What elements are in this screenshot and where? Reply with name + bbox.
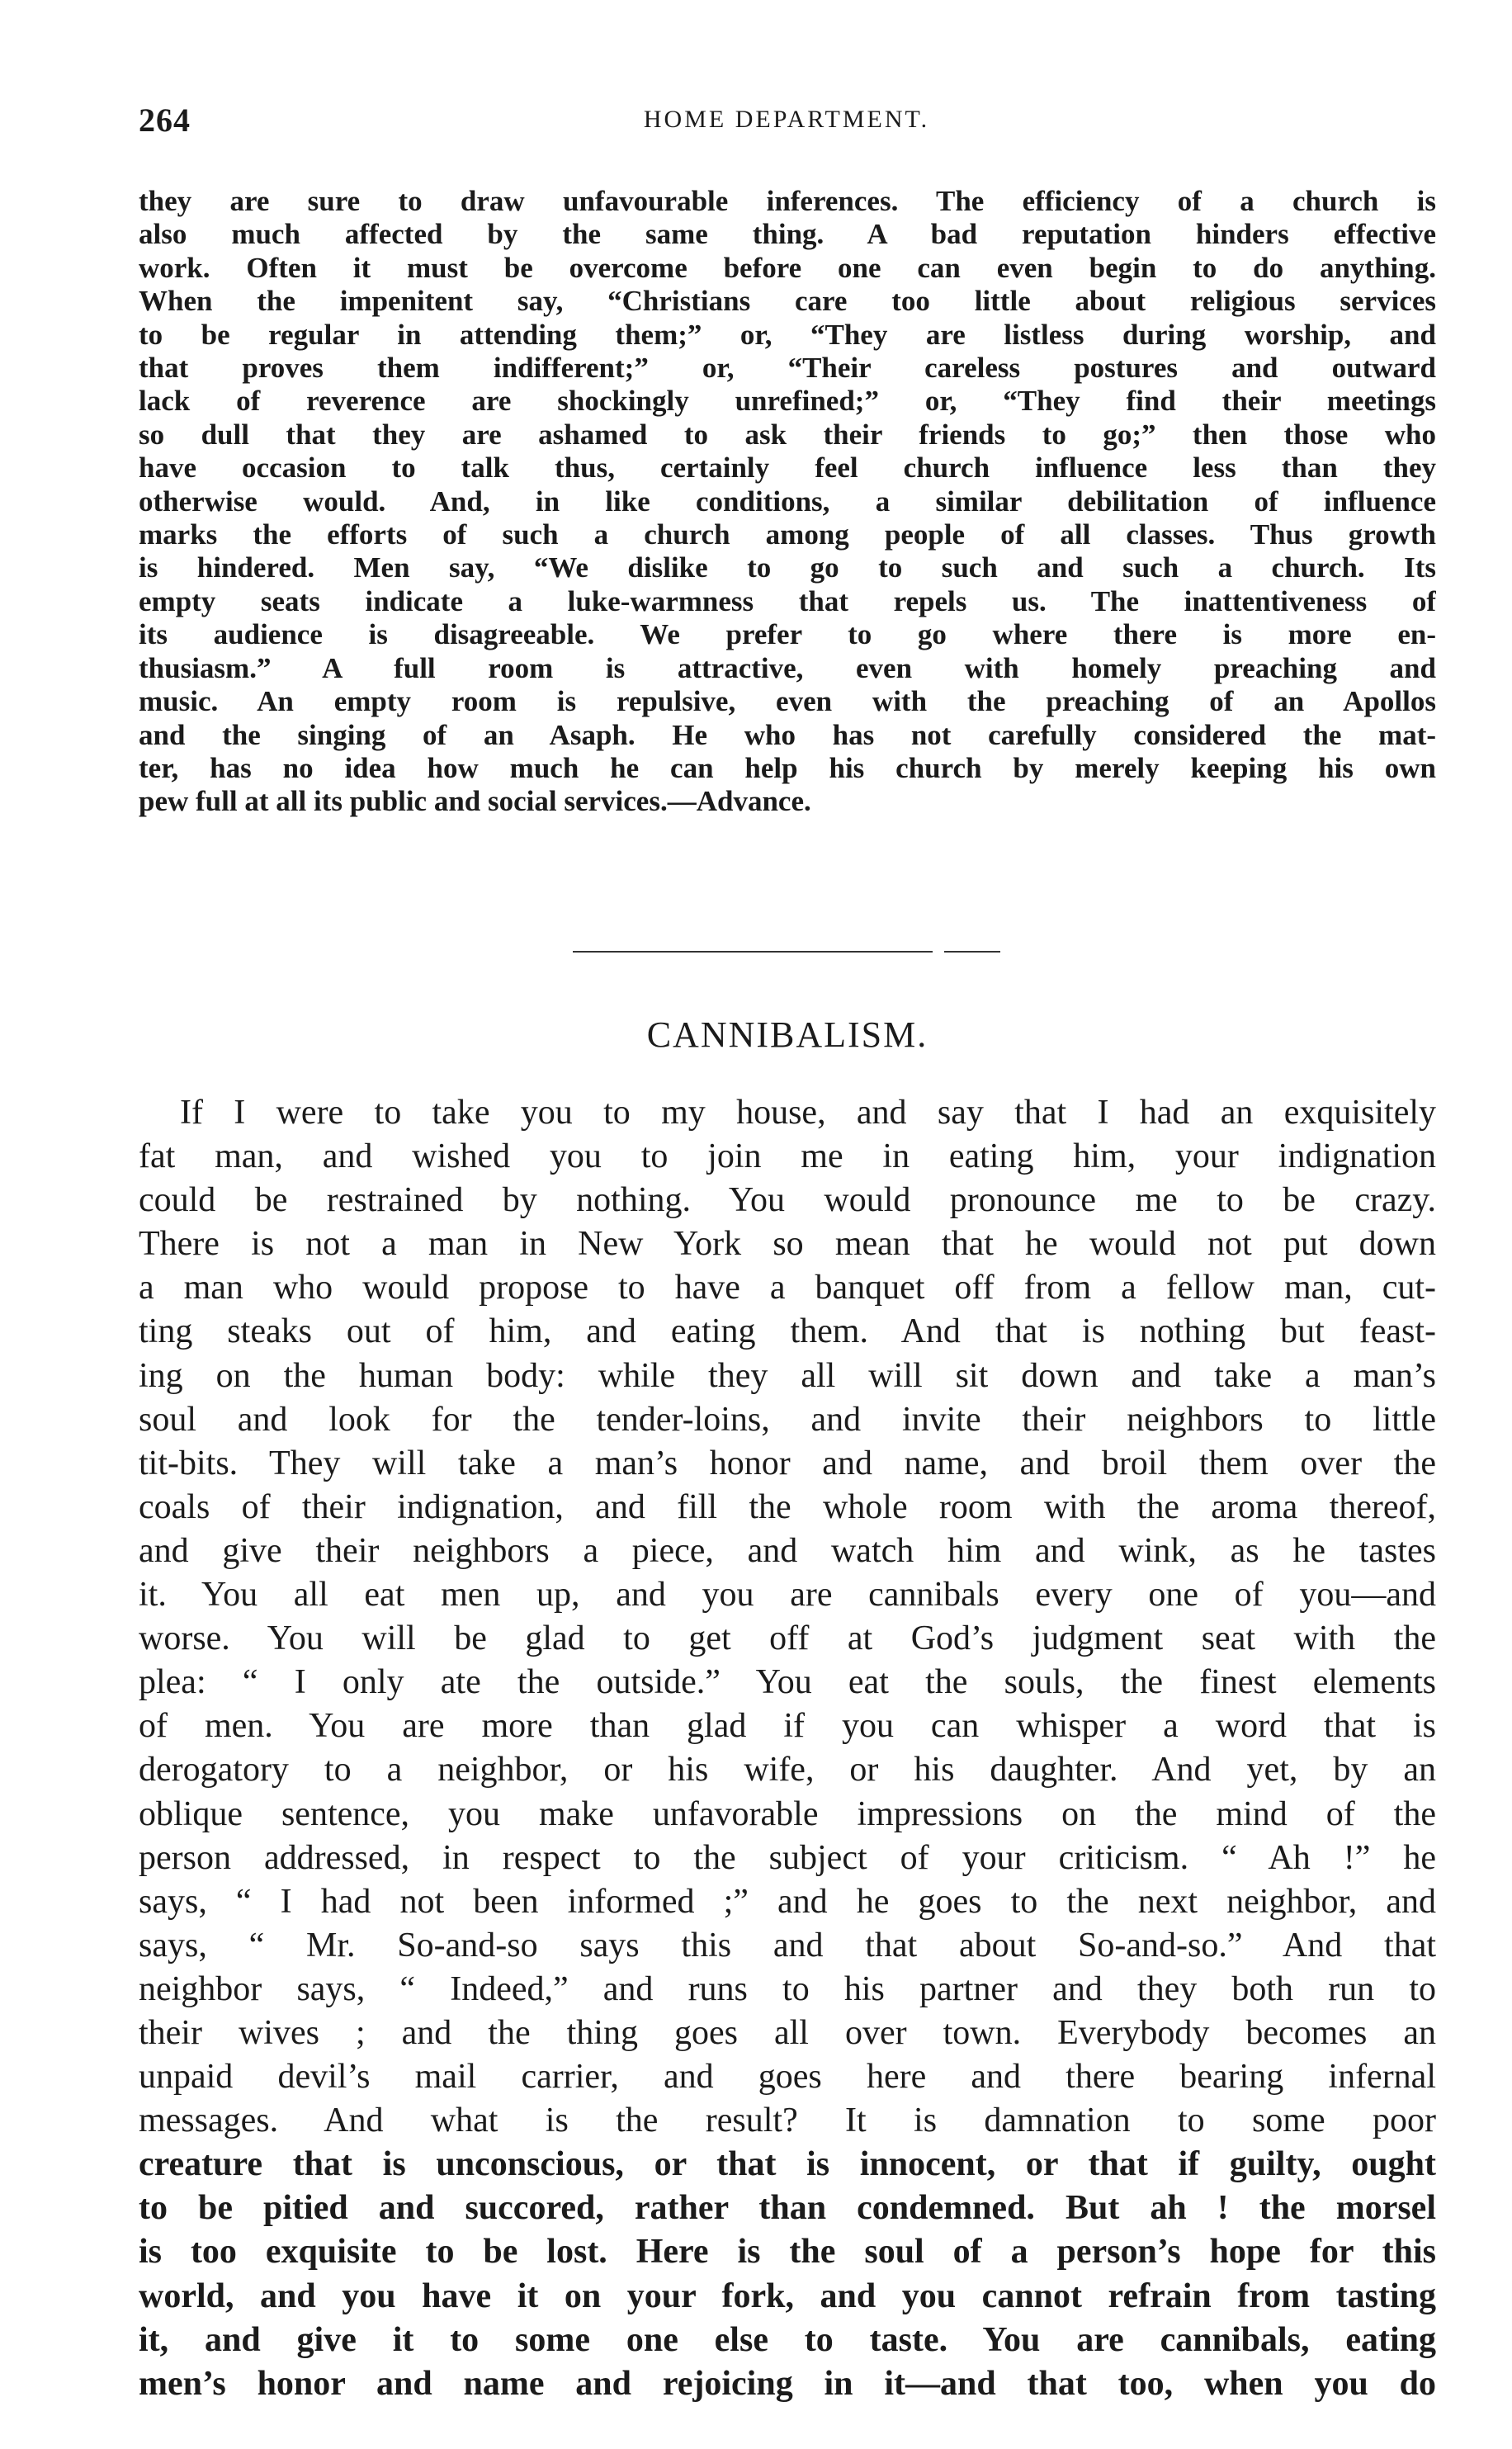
text-line: it. You all eat men up, and you are cannibals every one of you—and xyxy=(139,1576,1436,1615)
text-line: ter, has no idea how much he can help his church by merely keeping his own xyxy=(139,751,1436,784)
text-line: says, “ I had not been informed ;” and he goes to the next neighbor, and xyxy=(139,1882,1436,1921)
text-line: their wives ; and the thing goes all over town. Everybody becomes an xyxy=(139,2013,1436,2052)
text-line: oblique sentence, you make unfavorable impressions on the mind of the xyxy=(139,1794,1436,1833)
text-line: worse. You will be glad to get off at God’s judgment seat with the xyxy=(139,1619,1436,1658)
text-line: creature that is unconscious, or that is innocent, or that if guilty, ought xyxy=(139,2145,1436,2184)
text-line: There is not a man in New York so mean that he would not put down xyxy=(139,1225,1436,1264)
page-number: 264 xyxy=(139,102,191,139)
text-line: could be restrained by nothing. You would pronounce me to be crazy. xyxy=(139,1181,1436,1220)
text-line: person addressed, in respect to the subject of your criticism. “ Ah !” he xyxy=(139,1838,1436,1877)
text-line: coals of their indignation, and fill the whole room with the aroma thereof, xyxy=(139,1487,1436,1526)
text-line: is hindered. Men say, “We dislike to go to such and such a church. Its xyxy=(139,551,1436,584)
divider-gap xyxy=(933,948,944,956)
text-line: soul and look for the tender-loins, and invite their neighbors to little xyxy=(139,1400,1436,1439)
text-line: messages. And what is the result? It is damnation to some poor xyxy=(139,2102,1436,2140)
text-line: lack of reverence are shockingly unrefined;” or, “They find their meetings xyxy=(139,385,1436,418)
text-line: also much affected by the same thing. A bad reputation hinders effective xyxy=(139,218,1436,251)
text-line: fat man, and wished you to join me in eating him, your indignation xyxy=(139,1137,1436,1176)
text-line: music. An empty room is repulsive, even with the preaching of an Apollos xyxy=(139,685,1436,718)
text-line: to be pitied and succored, rather than condemned. But ah ! the morsel xyxy=(139,2189,1436,2228)
text-line: tit-bits. They will take a man’s honor and name, and broil them over the xyxy=(139,1444,1436,1482)
article-body xyxy=(139,1091,1436,2406)
text-line: If I were to take you to my house, and say that I had an exquisitely xyxy=(180,1094,1436,1132)
previous-article-text xyxy=(139,185,1436,819)
text-line: ing on the human body: while they all will sit down and take a man’s xyxy=(139,1356,1436,1395)
text-line: When the impenitent say, “Christians care too little about religious services xyxy=(139,285,1436,318)
text-line: to be regular in attending them;” or, “They are listless during worship, and xyxy=(139,318,1436,351)
text-line: that proves them indifferent;” or, “Their careless postures and outward xyxy=(139,352,1436,385)
text-line: is too exquisite to be lost. Here is the soul of a person’s hope for this xyxy=(139,2233,1436,2272)
text-line: they are sure to draw unfavourable inferences. The efficiency of a church is xyxy=(139,185,1436,217)
text-line: neighbor says, “ Indeed,” and runs to his partner and they both run to xyxy=(139,1969,1436,2008)
text-line: thusiasm.” A full room is attractive, even with homely preaching and xyxy=(139,651,1436,684)
article-title: CANNIBALISM. xyxy=(646,1014,928,1055)
text-line: pew full at all its public and social services.—Advance. xyxy=(139,785,811,818)
text-line: otherwise would. And, in like conditions, a similar debilitation of influence xyxy=(139,485,1436,518)
text-line: its audience is disagreeable. We prefer to go where there is more en- xyxy=(139,618,1436,651)
text-line: men’s honor and name and rejoicing in it—and that too, when you do xyxy=(139,2364,1436,2403)
text-line: world, and you have it on your fork, and you cannot refrain from tasting xyxy=(139,2276,1436,2315)
text-line: of men. You are more than glad if you can whisper a word that is xyxy=(139,1707,1436,1746)
text-line: empty seats indicate a luke-warmness that repels us. The inattentiveness of xyxy=(139,584,1436,617)
text-line: work. Often it must be overcome before one can even begin to do anything. xyxy=(139,251,1436,284)
text-line: so dull that they are ashamed to ask their friends to go;” then those who xyxy=(139,418,1436,451)
text-line: and the singing of an Asaph. He who has not carefully considered the mat- xyxy=(139,718,1436,751)
text-line: unpaid devil’s mail carrier, and goes here and there bearing infernal xyxy=(139,2058,1436,2097)
text-line: says, “ Mr. So-and-so says this and that about So-and-so.” And that xyxy=(139,1926,1436,1964)
text-line: have occasion to talk thus, certainly feel church influence less than they xyxy=(139,452,1436,485)
running-title: HOME DEPARTMENT. xyxy=(643,106,930,133)
text-line: ting steaks out of him, and eating them. And that is nothing but feast- xyxy=(139,1312,1436,1351)
text-line: derogatory to a neighbor, or his wife, or his daughter. And yet, by an xyxy=(139,1751,1436,1789)
text-line: it, and give it to some one else to taste. You are cannibals, eating xyxy=(139,2320,1436,2359)
running-head xyxy=(139,101,1434,142)
text-line: and give their neighbors a piece, and watch him and wink, as he tastes xyxy=(139,1531,1436,1570)
text-line: a man who would propose to have a banquet off from a fellow man, cut- xyxy=(139,1269,1436,1307)
text-line: marks the efforts of such a church among people of all classes. Thus growth xyxy=(139,518,1436,551)
text-line: plea: “ I only ate the outside.” You eat the souls, the finest elements xyxy=(139,1663,1436,1702)
